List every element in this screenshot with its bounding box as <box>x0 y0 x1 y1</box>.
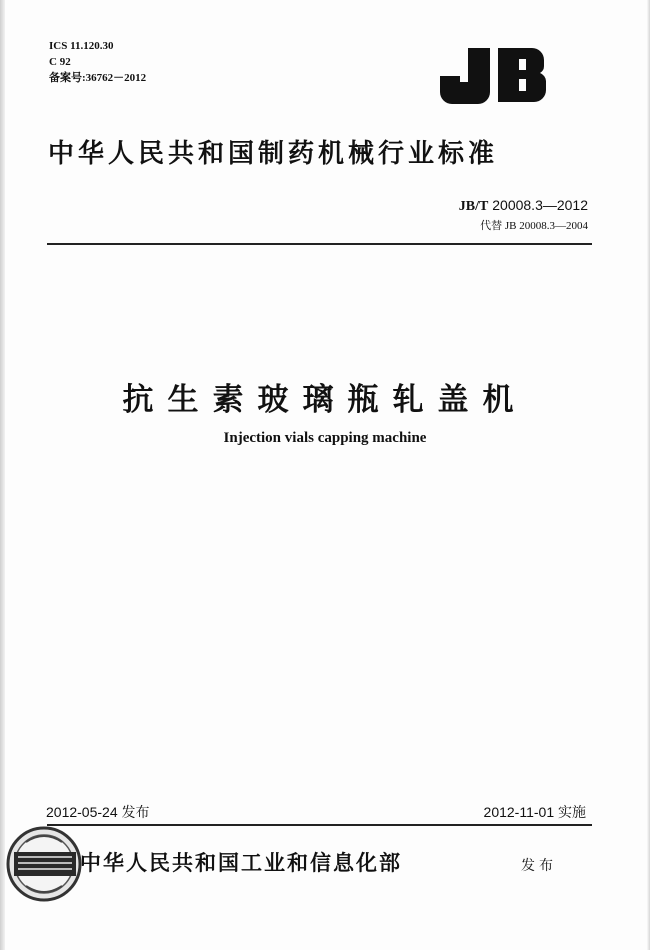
ccs-code: C 92 <box>49 56 71 68</box>
distributor-stamp-icon <box>4 812 88 912</box>
industry-standard-title: 中华人民共和国制药机械行业标准 <box>48 139 499 169</box>
replaces-standard: 代替 JB 20008.3—2004 <box>480 220 588 232</box>
document-title-en: Injection vials capping machine <box>223 430 427 446</box>
document-title-cn: 抗生素玻璃瓶轧盖机 <box>122 382 528 418</box>
classification-block <box>49 38 146 86</box>
filing-number: 备案号:36762－2012 <box>49 72 147 84</box>
standard-number <box>459 197 588 215</box>
jb-logo-icon <box>440 46 550 104</box>
implementation-date: 2012-11-01 实施 <box>483 804 586 820</box>
ics-code: ICS 11.120.30 <box>49 40 114 52</box>
publish-label: 发布 <box>521 858 557 874</box>
issue-date: 2012-05-24 发布 <box>46 804 150 820</box>
bottom-divider <box>47 824 592 826</box>
top-divider <box>47 243 592 245</box>
standard-number-value: 20008.3—2012 <box>488 197 588 213</box>
scan-edge-left <box>0 0 5 950</box>
standard-prefix: JB/T <box>458 199 489 214</box>
publisher: 中华人民共和国工业和信息化部 <box>80 851 402 875</box>
